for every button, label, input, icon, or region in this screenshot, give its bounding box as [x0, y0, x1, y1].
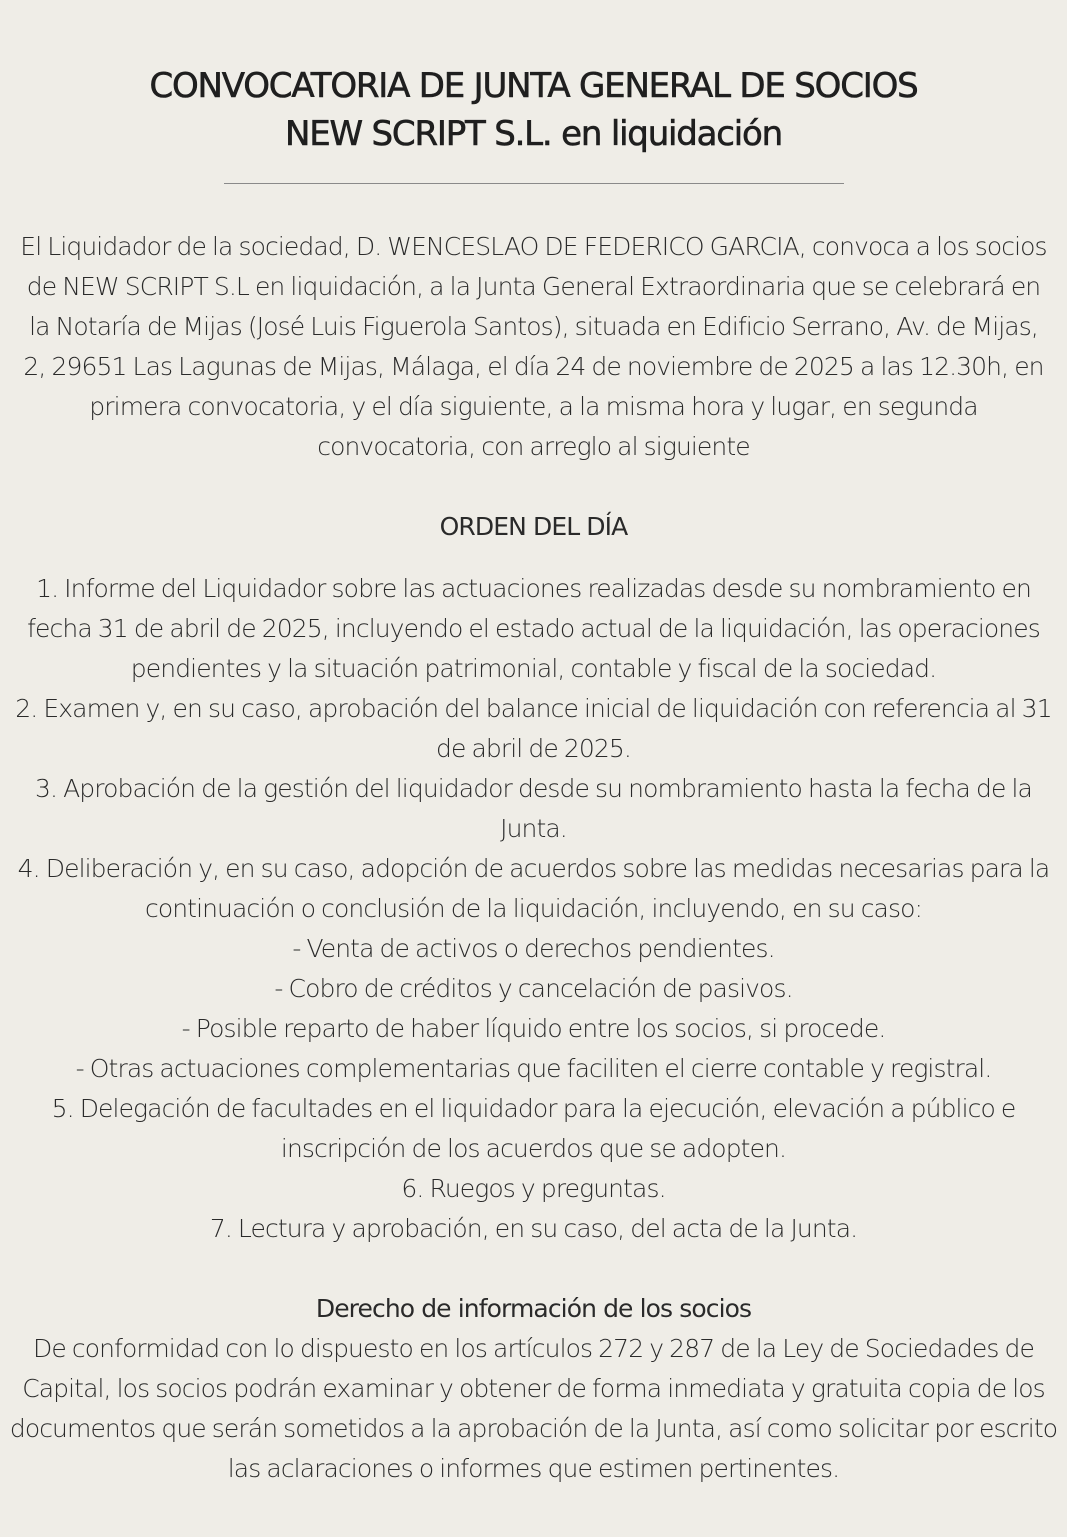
- agenda-subitem-3: - Posible reparto de haber líquido entre los socios, si procede.: [181, 1014, 886, 1043]
- agenda-item-3: 3. Aprobación de la gestión del liquidador desde su nombramiento hasta la fecha de la Junta.: [35, 774, 1032, 843]
- title-line-1: CONVOCATORIA DE JUNTA GENERAL DE SOCIOS: [149, 66, 918, 106]
- agenda-list: [9, 569, 1059, 1249]
- agenda-subitem-4: - Otras actuaciones complementarias que faciliten el cierre contable y registral.: [75, 1054, 992, 1083]
- intro-paragraph: El Liquidador de la sociedad, D. WENCESLAO DE FEDERICO GARCIA, convoca a los socios de NEW SCRIPT S.L en liquidación, a la Junta General Extraordinaria que se celebrará en la Notaría de Mijas (José Luis Figuerola Santos), situada en Edificio Serrano, Av. de Mijas, 2, 29651 Las Lagunas de Mijas, Málaga, el día 24 de noviembre de 2025 a las 12.30h, en primera convocatoria, y el día siguiente, a la misma hora y lugar, en segunda convocatoria, con arreglo al siguiente: [20, 232, 1047, 461]
- agenda-item-5: 5. Delegación de facultades en el liquidador para la ejecución, elevación a público e inscripción de los acuerdos que se adopten.: [51, 1094, 1016, 1163]
- agenda-heading: ORDEN DEL DÍA: [439, 512, 628, 541]
- rights-paragraph: De conformidad con lo dispuesto en los artículos 272 y 287 de la Ley de Sociedades de Capital, los socios podrán examinar y obtener de forma inmediata y gratuita copia de los documentos que serán sometidos a la aprobación de la Junta, así como solicitar por escrito las aclaraciones o informes que estimen pertinentes.: [9, 1334, 1058, 1483]
- rights-heading: Derecho de información de los socios: [315, 1294, 752, 1323]
- agenda-subitem-1: - Venta de activos o derechos pendientes.: [292, 934, 775, 963]
- agenda-subitem-2: - Cobro de créditos y cancelación de pasivos.: [274, 974, 793, 1003]
- agenda-item-1: 1. Informe del Liquidador sobre las actuaciones realizadas desde su nombramiento en fecha 31 de abril de 2025, incluyendo el estado actual de la liquidación, las operaciones pendientes y la situación patrimonial, contable y fiscal de la sociedad.: [27, 574, 1040, 683]
- title-line-2: NEW SCRIPT S.L. en liquidación: [285, 114, 782, 154]
- notice-title: [0, 62, 1067, 158]
- title-divider: [224, 183, 844, 184]
- agenda-item-2: 2. Examen y, en su caso, aprobación del balance inicial de liquidación con referencia al 31 de abril de 2025.: [15, 694, 1052, 763]
- agenda-item-7: 7. Lectura y aprobación, en su caso, del acta de la Junta.: [209, 1214, 858, 1243]
- agenda-item-6: 6. Ruegos y preguntas.: [401, 1174, 666, 1203]
- agenda-item-4: 4. Deliberación y, en su caso, adopción de acuerdos sobre las medidas necesarias para la continuación o conclusión de la liquidación, incluyendo, en su caso:: [17, 854, 1050, 923]
